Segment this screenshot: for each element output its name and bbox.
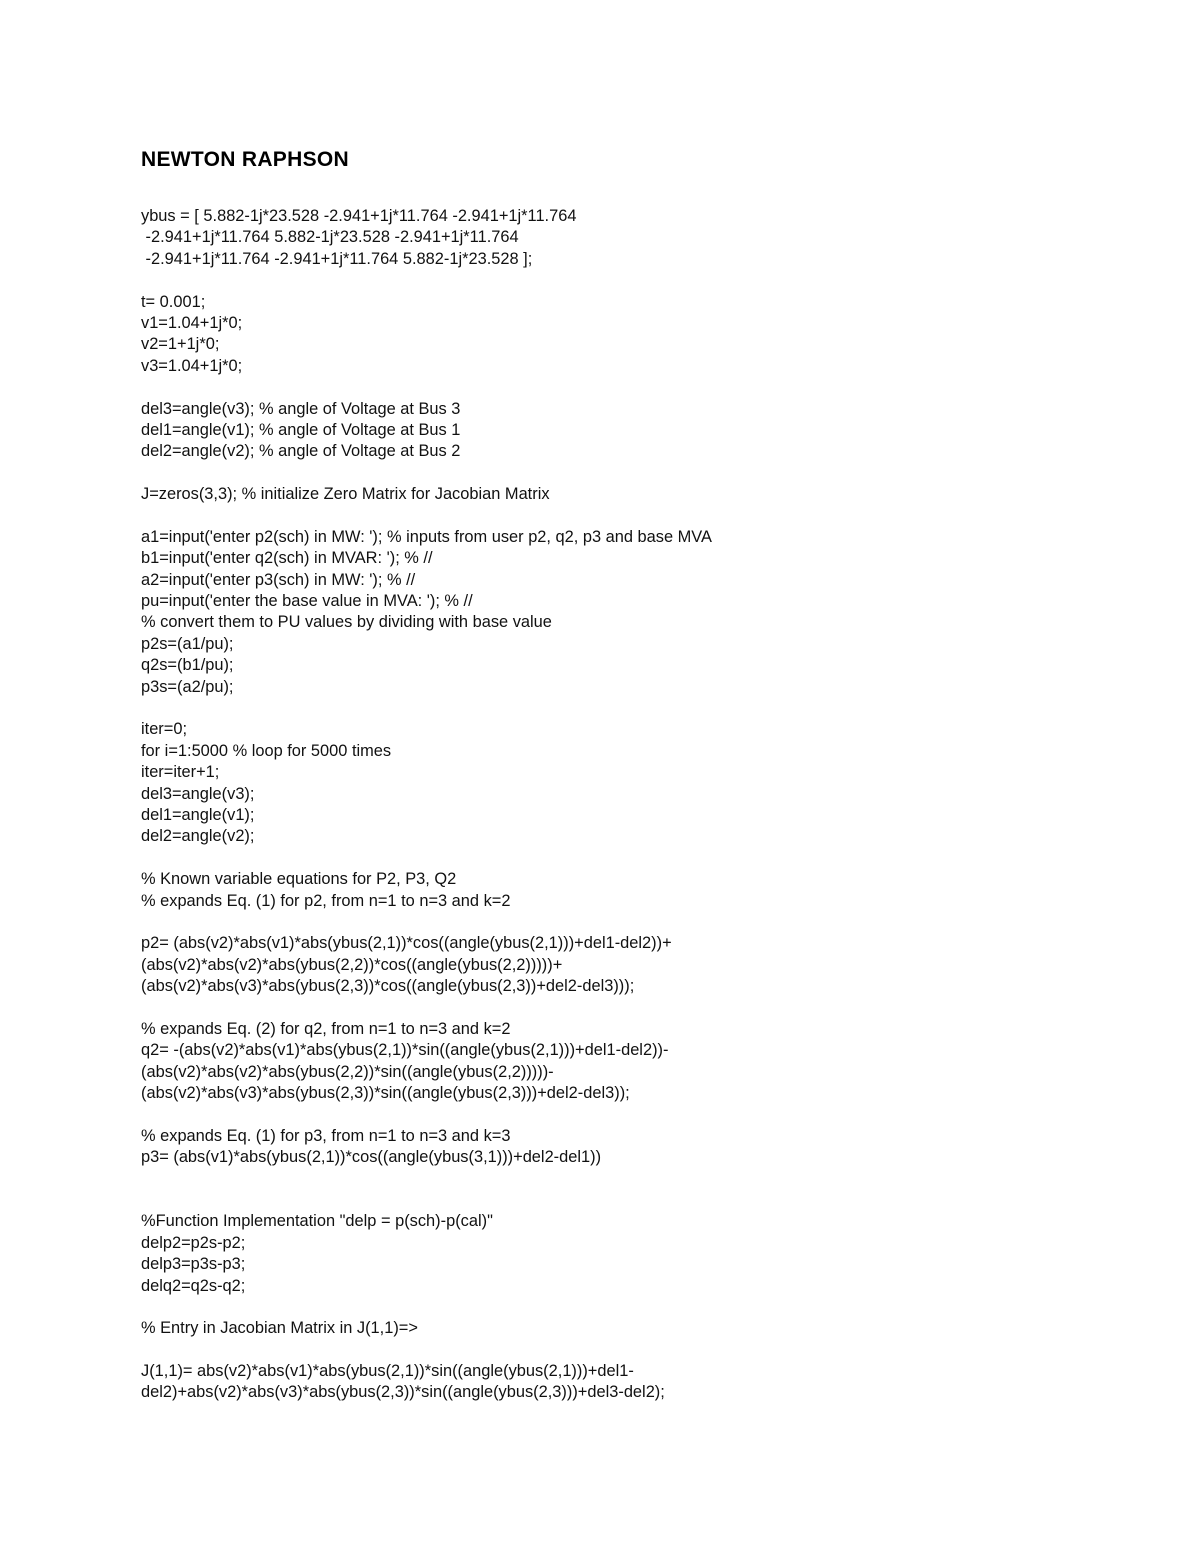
code-line: p3= (abs(v1)*abs(ybus(2,1))*cos((angle(ybus(3,1)))+del2-del1)) bbox=[141, 1148, 602, 1167]
code-line: % expands Eq. (2) for q2, from n=1 to n=3 and k=2 bbox=[141, 1019, 511, 1038]
code-line: (abs(v2)*abs(v3)*abs(ybus(2,3))*sin((angle(ybus(2,3)))+del2-del3)); bbox=[141, 1084, 630, 1103]
code-line: del3=angle(v3); bbox=[141, 784, 255, 803]
blank-line bbox=[141, 1169, 1141, 1190]
blank-line bbox=[141, 1190, 1141, 1211]
code-line: v2=1+1j*0; bbox=[141, 335, 220, 354]
code-line: q2s=(b1/pu); bbox=[141, 656, 234, 675]
blank-line bbox=[141, 1297, 1141, 1318]
code-line: p3s=(a2/pu); bbox=[141, 677, 234, 696]
code-line: del2=angle(v2); % angle of Voltage at Bus 2 bbox=[141, 442, 461, 461]
code-line: (abs(v2)*abs(v3)*abs(ybus(2,3))*cos((angle(ybus(2,3))+del2-del3))); bbox=[141, 977, 635, 996]
code-line: for i=1:5000 % loop for 5000 times bbox=[141, 741, 392, 760]
blank-line bbox=[141, 463, 1141, 484]
code-line: % Entry in Jacobian Matrix in J(1,1)=> bbox=[141, 1319, 418, 1338]
code-line: del2=angle(v2); bbox=[141, 827, 255, 846]
code-line: v3=1.04+1j*0; bbox=[141, 356, 243, 375]
code-line: t= 0.001; bbox=[141, 292, 206, 311]
document-page bbox=[141, 145, 1141, 1404]
blank-line bbox=[141, 1340, 1141, 1361]
code-line: (abs(v2)*abs(v2)*abs(ybus(2,2))*cos((angle(ybus(2,2)))))+ bbox=[141, 955, 563, 974]
code-line: a2=input('enter p3(sch) in MW: '); % // bbox=[141, 570, 416, 589]
blank-line bbox=[141, 1104, 1141, 1125]
blank-line bbox=[141, 698, 1141, 719]
code-line: p2= (abs(v2)*abs(v1)*abs(ybus(2,1))*cos((angle(ybus(2,1)))+del1-del2))+ bbox=[141, 934, 672, 953]
code-line: del1=angle(v1); bbox=[141, 805, 255, 824]
code-listing bbox=[141, 206, 1141, 1404]
code-line: ybus = [ 5.882-1j*23.528 -2.941+1j*11.764 -2.941+1j*11.764 bbox=[141, 207, 577, 225]
code-line: p2s=(a1/pu); bbox=[141, 634, 234, 653]
code-line: % Known variable equations for P2, P3, Q2 bbox=[141, 870, 457, 889]
code-line: delq2=q2s-q2; bbox=[141, 1276, 246, 1295]
code-line: delp3=p3s-p3; bbox=[141, 1255, 246, 1274]
code-line: delp2=p2s-p2; bbox=[141, 1233, 246, 1252]
code-line: %Function Implementation "delp = p(sch)-p(cal)" bbox=[141, 1212, 493, 1231]
code-line: J=zeros(3,3); % initialize Zero Matrix for Jacobian Matrix bbox=[141, 485, 550, 504]
blank-line bbox=[141, 848, 1141, 869]
code-line: del2)+abs(v2)*abs(v3)*abs(ybus(2,3))*sin((angle(ybus(2,3)))+del3-del2); bbox=[141, 1383, 665, 1402]
blank-line bbox=[141, 505, 1141, 526]
code-line: % convert them to PU values by dividing with base value bbox=[141, 613, 552, 632]
code-line: del3=angle(v3); % angle of Voltage at Bus 3 bbox=[141, 399, 461, 418]
code-line: -2.941+1j*11.764 5.882-1j*23.528 -2.941+1j*11.764 bbox=[141, 228, 519, 247]
code-line: % expands Eq. (1) for p2, from n=1 to n=3 and k=2 bbox=[141, 891, 511, 910]
code-line: iter=0; bbox=[141, 720, 188, 739]
code-line: del1=angle(v1); % angle of Voltage at Bus 1 bbox=[141, 420, 461, 439]
code-line: b1=input('enter q2(sch) in MVAR: '); % // bbox=[141, 549, 433, 568]
code-line: v1=1.04+1j*0; bbox=[141, 313, 243, 332]
blank-line bbox=[141, 270, 1141, 291]
code-line: -2.941+1j*11.764 -2.941+1j*11.764 5.882-1j*23.528 ]; bbox=[141, 249, 533, 268]
code-line: iter=iter+1; bbox=[141, 763, 220, 782]
code-line: q2= -(abs(v2)*abs(v1)*abs(ybus(2,1))*sin((angle(ybus(2,1)))+del1-del2))- bbox=[141, 1041, 669, 1060]
code-line: J(1,1)= abs(v2)*abs(v1)*abs(ybus(2,1))*sin((angle(ybus(2,1)))+del1- bbox=[141, 1362, 634, 1381]
document-title: NEWTON RAPHSON bbox=[141, 148, 349, 171]
code-line: % expands Eq. (1) for p3, from n=1 to n=3 and k=3 bbox=[141, 1126, 511, 1145]
code-line: (abs(v2)*abs(v2)*abs(ybus(2,2))*sin((angle(ybus(2,2)))))- bbox=[141, 1062, 554, 1081]
blank-line bbox=[141, 377, 1141, 398]
blank-line bbox=[141, 912, 1141, 933]
blank-line bbox=[141, 997, 1141, 1018]
code-line: a1=input('enter p2(sch) in MW: '); % inputs from user p2, q2, p3 and base MVA bbox=[141, 527, 712, 546]
code-line: pu=input('enter the base value in MVA: '); % // bbox=[141, 592, 473, 611]
